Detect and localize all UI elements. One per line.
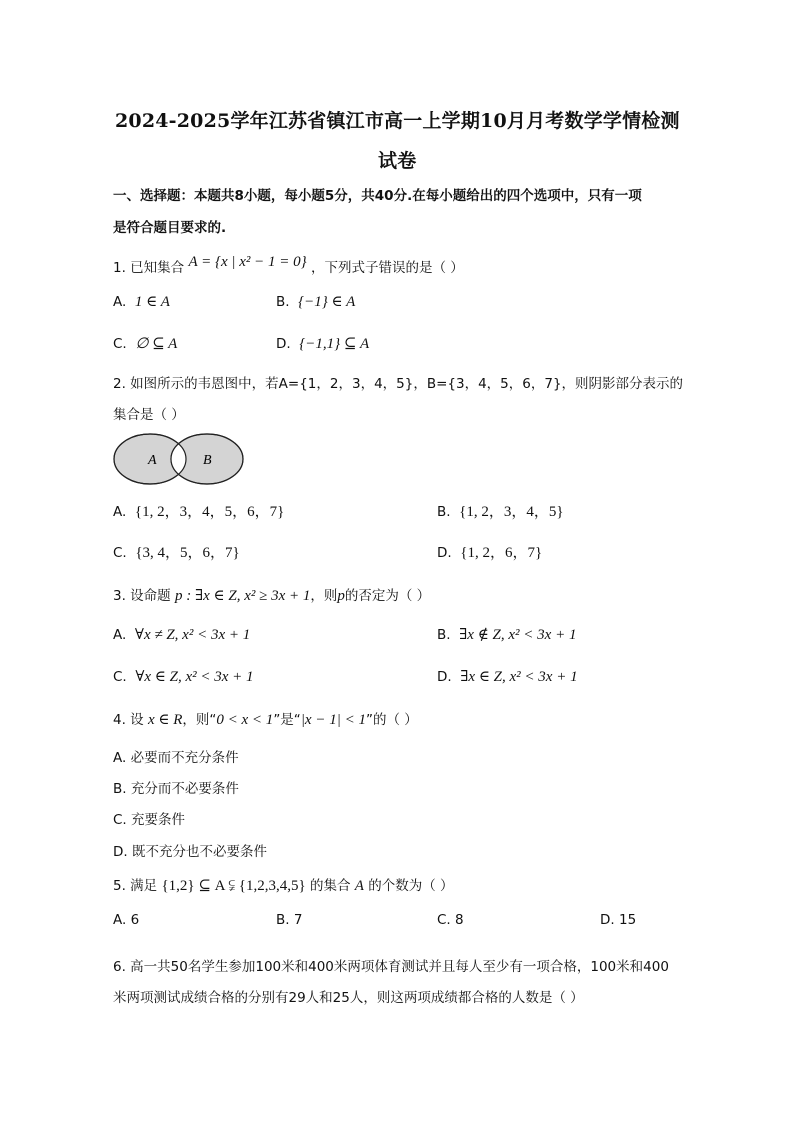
q3-option-a: A. ∀x ≠ Z, x² < 3x + 1 — [113, 627, 251, 643]
q1-option-c: C. ∅ ⊆ A — [113, 336, 178, 352]
q3-expression: p : ∃x ∈ Z, x² ≥ 3x + 1 — [174, 588, 311, 604]
section-heading-line2: 是符合题目要求的. — [113, 220, 227, 236]
q4-option-d: D. 既不充分也不必要条件 — [113, 844, 267, 860]
q5-expression: {1,2} ⊆ A ⫋ {1,2,3,4,5} — [161, 878, 306, 894]
venn-label-a: A — [148, 453, 157, 468]
venn-label-b: B — [203, 453, 212, 468]
q1-option-d: D. {−1,1} ⊆ A — [276, 336, 370, 352]
q1-option-b: B. {−1} ∈ A — [276, 294, 356, 310]
question-4: 4. 设 x ∈ R，则“0 < x < 1”是“|x − 1| < 1”的（ ） — [113, 712, 418, 728]
q2-option-c: C. {3, 4，5，6，7} — [113, 545, 240, 561]
section-heading-line1: 一、选择题：本题共8小题，每小题5分，共40分.在每小题给出的四个选项中，只有一项 — [113, 188, 642, 204]
q1-suffix: ，下列式子错误的是（ ） — [310, 260, 464, 276]
q2-option-d: D. {1, 2，6，7} — [437, 545, 543, 561]
q1-expression: A = {x | x² − 1 = 0} — [188, 254, 307, 270]
q5-option-c: C. 8 — [437, 912, 464, 928]
q2-option-a: A. {1, 2，3，4，5，6，7} — [113, 504, 285, 520]
q4-option-b: B. 充分而不必要条件 — [113, 781, 239, 797]
question-6-line1: 6. 高一共50名学生参加100米和400米两项体育测试并且每人至少有一项合格，100米和400 — [113, 959, 669, 975]
q2-option-b: B. {1, 2，3，4，5} — [437, 504, 564, 520]
q4-option-c: C. 充要条件 — [113, 812, 186, 828]
q1-option-a: A. 1 ∈ A — [113, 294, 170, 310]
page-title-line1: 2024-2025学年江苏省镇江市高一上学期10月月考数学学情检测 — [115, 110, 680, 132]
venn-diagram — [113, 432, 245, 486]
question-3: 3. 设命题 p : ∃x ∈ Z, x² ≥ 3x + 1，则p的否定为（ ） — [113, 588, 431, 604]
page-title-line2: 试卷 — [378, 150, 417, 172]
question-5: 5. 满足 {1,2} ⊆ A ⫋ {1,2,3,4,5} 的集合 A 的个数为（ ） — [113, 878, 454, 894]
q5-option-b: B. 7 — [276, 912, 303, 928]
question-2-line1: 2. 如图所示的韦恩图中，若A={1，2，3，4，5}，B={3，4，5，6，7}，则阴影部分表示的 — [113, 376, 684, 392]
question-6-line2: 米两项测试成绩合格的分别有29人和25人，则这两项成绩都合格的人数是（ ） — [113, 990, 584, 1006]
question-1 — [113, 256, 464, 277]
q5-option-d: D. 15 — [600, 912, 637, 928]
q3-option-d: D. ∃x ∈ Z, x² < 3x + 1 — [437, 669, 578, 685]
q4-option-a: A. 必要而不充分条件 — [113, 750, 239, 766]
question-2-line2: 集合是（ ） — [113, 407, 185, 423]
q3-option-b: B. ∃x ∉ Z, x² < 3x + 1 — [437, 627, 577, 643]
q3-option-c: C. ∀x ∈ Z, x² < 3x + 1 — [113, 669, 254, 685]
q5-option-a: A. 6 — [113, 912, 140, 928]
q1-prefix: 1. 已知集合 — [113, 260, 185, 276]
